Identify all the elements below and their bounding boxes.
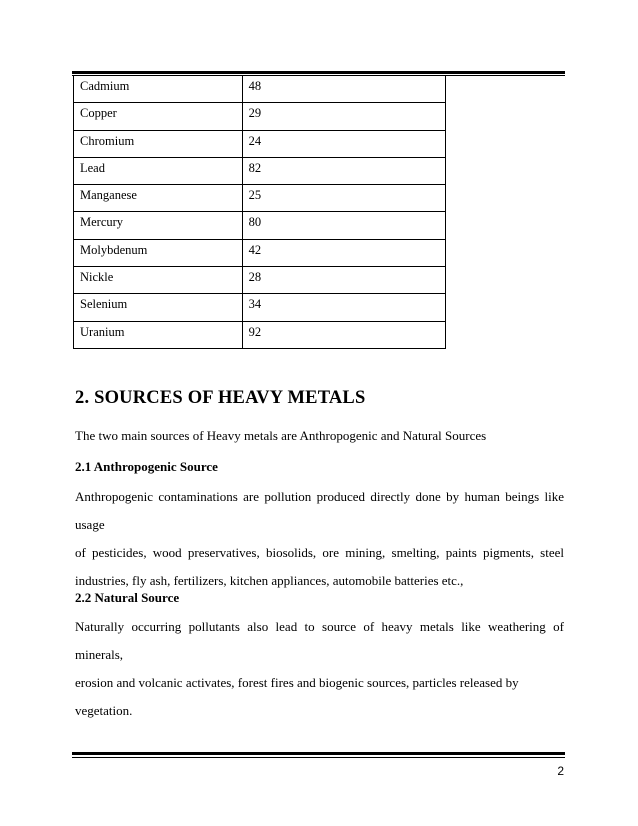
metal-name-cell: Molybdenum — [74, 239, 243, 266]
metal-name-cell: Cadmium — [74, 76, 243, 103]
anthropogenic-paragraph — [75, 483, 564, 595]
bottom-rule — [72, 752, 565, 755]
metal-value-cell: 80 — [242, 212, 445, 239]
metal-name-cell: Copper — [74, 103, 243, 130]
section-heading: 2. SOURCES OF HEAVY METALS — [75, 388, 366, 408]
bottom-rule-thin — [72, 757, 565, 758]
top-rule — [72, 71, 565, 74]
subsection-title-natural: 2.2 Natural Source — [75, 590, 180, 605]
metal-name-cell: Uranium — [74, 321, 243, 348]
metal-value-cell: 29 — [242, 103, 445, 130]
natural-line-1: Naturally occurring pollutants also lead to source of heavy metals like weathering of minerals, — [75, 619, 564, 662]
metal-value-cell: 34 — [242, 294, 445, 321]
metal-value-cell: 25 — [242, 185, 445, 212]
metal-value-cell: 92 — [242, 321, 445, 348]
metal-name-cell: Selenium — [74, 294, 243, 321]
table-row — [74, 212, 446, 239]
natural-line-2: erosion and volcanic activates, forest fires and biogenic sources, particles released by vegetation. — [75, 675, 519, 718]
table-row — [74, 103, 446, 130]
metal-name-cell: Chromium — [74, 130, 243, 157]
anthropogenic-line-3: industries, fly ash, fertilizers, kitchen appliances, automobile batteries etc., — [75, 573, 464, 588]
metal-value-cell: 24 — [242, 130, 445, 157]
metal-name-cell: Manganese — [74, 185, 243, 212]
table-row — [74, 267, 446, 294]
table-row — [74, 294, 446, 321]
metal-name-cell: Nickle — [74, 267, 243, 294]
metal-name-cell: Lead — [74, 157, 243, 184]
metal-value-cell: 42 — [242, 239, 445, 266]
table-row — [74, 76, 446, 103]
intro-paragraph: The two main sources of Heavy metals are Anthropogenic and Natural Sources — [75, 428, 487, 443]
anthropogenic-line-1: Anthropogenic contaminations are pollution produced directly done by human beings like usage — [75, 489, 564, 532]
heavy-metals-table — [73, 75, 446, 349]
table-row — [74, 321, 446, 348]
table-row — [74, 130, 446, 157]
natural-paragraph — [75, 613, 564, 725]
table-row — [74, 157, 446, 184]
anthropogenic-line-2: of pesticides, wood preservatives, biosolids, ore mining, smelting, paints pigments, steel — [75, 545, 564, 560]
metal-value-cell: 48 — [242, 76, 445, 103]
metal-value-cell: 82 — [242, 157, 445, 184]
table-row — [74, 239, 446, 266]
metal-value-cell: 28 — [242, 267, 445, 294]
metal-name-cell: Mercury — [74, 212, 243, 239]
table-row — [74, 185, 446, 212]
page-number: 2 — [557, 764, 564, 778]
subsection-title-anthropogenic: 2.1 Anthropogenic Source — [75, 459, 218, 474]
